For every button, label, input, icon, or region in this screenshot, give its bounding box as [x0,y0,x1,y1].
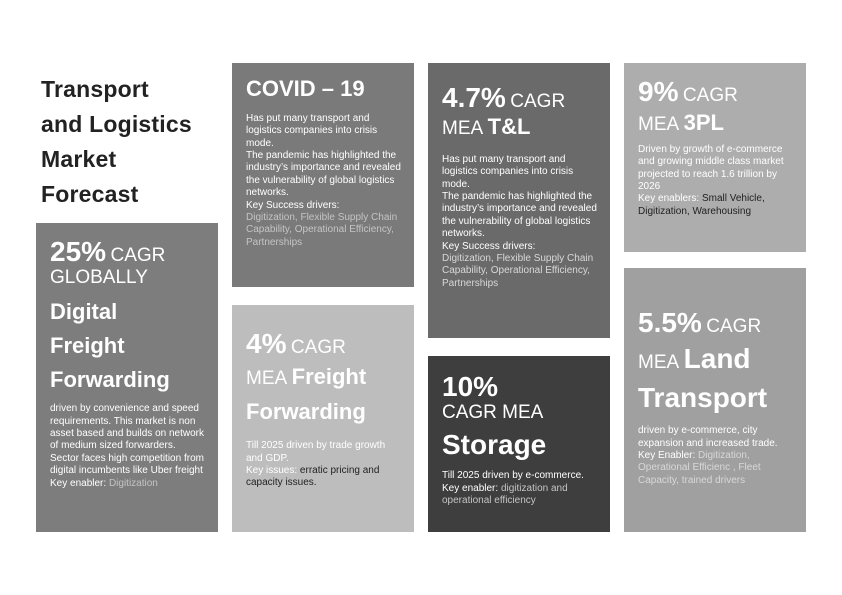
global-name-1: Digital [50,299,118,325]
tl-body-2: The pandemic has highlighted the industry’s importance and revealed the vulnerability of global logistics networks. [442,190,597,240]
freight-cagr: CAGR [290,337,346,358]
global-scope: GLOBALLY [50,267,148,289]
covid-body [246,113,402,249]
tpl-enablers-label: Key enablers: [638,193,700,205]
covid-tile [232,63,414,287]
land-cagr: CAGR [706,316,762,337]
freight-body [246,440,402,490]
global-name-3: Forwarding [50,367,170,393]
freight-name-1: Freight [291,364,367,390]
freight-issues-value: erratic pricing and capacity issues. [246,465,380,489]
tl-drivers: Digitization, Flexible Supply Chain Capability, Operational Efficiency, Partnerships [442,253,594,289]
freight-headline [246,329,402,359]
title-line: Transport [41,76,149,102]
tpl-percent: 9% [638,76,679,107]
tpl-region: MEA [638,114,680,136]
tpl-enablers-value: Small Vehicle, Digitization, Warehousing [638,193,765,217]
global-body [50,403,206,490]
land-name-1: Land [683,343,751,375]
global-body-text: driven by convenience and speed requirements. This market is non asset based and builds on network of medium sized forwarders. Sector faces high competition from digital incumbents like Uber freight [50,403,204,477]
freight-percent: 4% [246,328,287,359]
storage-enabler-label: Key enabler: [442,482,499,494]
tpl-body-text: Driven by growth of e-commerce and growing middle class market projected to reach 1.6 trillion by 2026 [638,143,784,192]
tpl-name: 3PL [683,110,724,136]
tl-name: T&L [487,114,531,140]
covid-body-1: Has put many transport and logistics companies into crisis mode. [246,112,378,149]
global-name [50,295,206,397]
title-line: Forecast [41,181,139,207]
tpl-body [638,144,794,218]
land-enabler-label: Key Enabler: [638,450,696,462]
land-body-text: driven by e-commerce, city expansion and increased trade. [638,425,778,449]
global-name-2: Freight [50,333,125,359]
tpl-enablers [638,193,794,218]
covid-drivers-label: Key Success drivers: [246,199,340,211]
storage-body [442,470,598,507]
land-region: MEA [638,352,680,374]
tl-tile [428,63,610,338]
covid-drivers: Digitization, Flexible Supply Chain Capability, Operational Efficiency, Partnerships [246,212,398,248]
global-enabler-label: Key enabler: [50,477,107,489]
land-tile [624,268,806,532]
land-enabler [638,450,794,487]
land-body [638,425,794,487]
freight-issues [246,465,402,490]
storage-cagr-region: CAGR MEA [442,402,544,424]
freight-issues-label: Key issues: [246,465,298,477]
freight-region: MEA [246,368,288,390]
tl-body-1: Has put many transport and logistics companies into crisis mode. [442,153,574,190]
land-percent: 5.5% [638,307,702,338]
storage-tile [428,356,610,532]
tpl-name-line [638,111,794,136]
tl-cagr: CAGR [510,91,566,112]
page-title [41,72,226,212]
global-percent: 25% [50,236,107,267]
global-enabler-value: Digitization [108,477,158,489]
global-tile [36,223,218,532]
global-headline [50,237,206,267]
title-line: and Logistics [41,111,192,137]
global-cagr: CAGR [110,245,166,266]
tpl-tile [624,63,806,252]
tl-percent: 4.7% [442,82,506,113]
storage-percent: 10% [442,371,499,402]
tl-body [442,154,598,290]
covid-body-2: The pandemic has highlighted the industry’s importance and revealed the vulnerability of global logistics networks. [246,149,401,199]
land-enabler-value: Digitization, Operational Efficienc , Fleet Capacity, trained drivers [638,450,761,486]
land-name-2: Transport [638,382,768,414]
global-enabler [50,478,206,490]
title-line: Market [41,146,117,172]
storage-body-text: Till 2025 driven by e-commerce. [442,470,584,482]
tl-region: MEA [442,118,484,140]
freight-name-2: Forwarding [246,399,366,425]
land-headline [638,308,794,338]
tl-name-line [442,115,598,140]
storage-enabler [442,483,598,508]
tpl-cagr: CAGR [682,85,738,106]
covid-heading: COVID – 19 [246,76,365,101]
freight-tile [232,305,414,532]
storage-enabler-value: digitization and operational efficiency [442,482,568,507]
tl-drivers-label: Key Success drivers: [442,240,536,252]
tpl-headline [638,77,794,107]
freight-body-text: Till 2025 driven by trade growth and GDP. [246,440,386,464]
tl-headline [442,83,598,113]
storage-name: Storage [442,429,547,461]
land-name [638,342,794,415]
freight-name [246,361,402,428]
